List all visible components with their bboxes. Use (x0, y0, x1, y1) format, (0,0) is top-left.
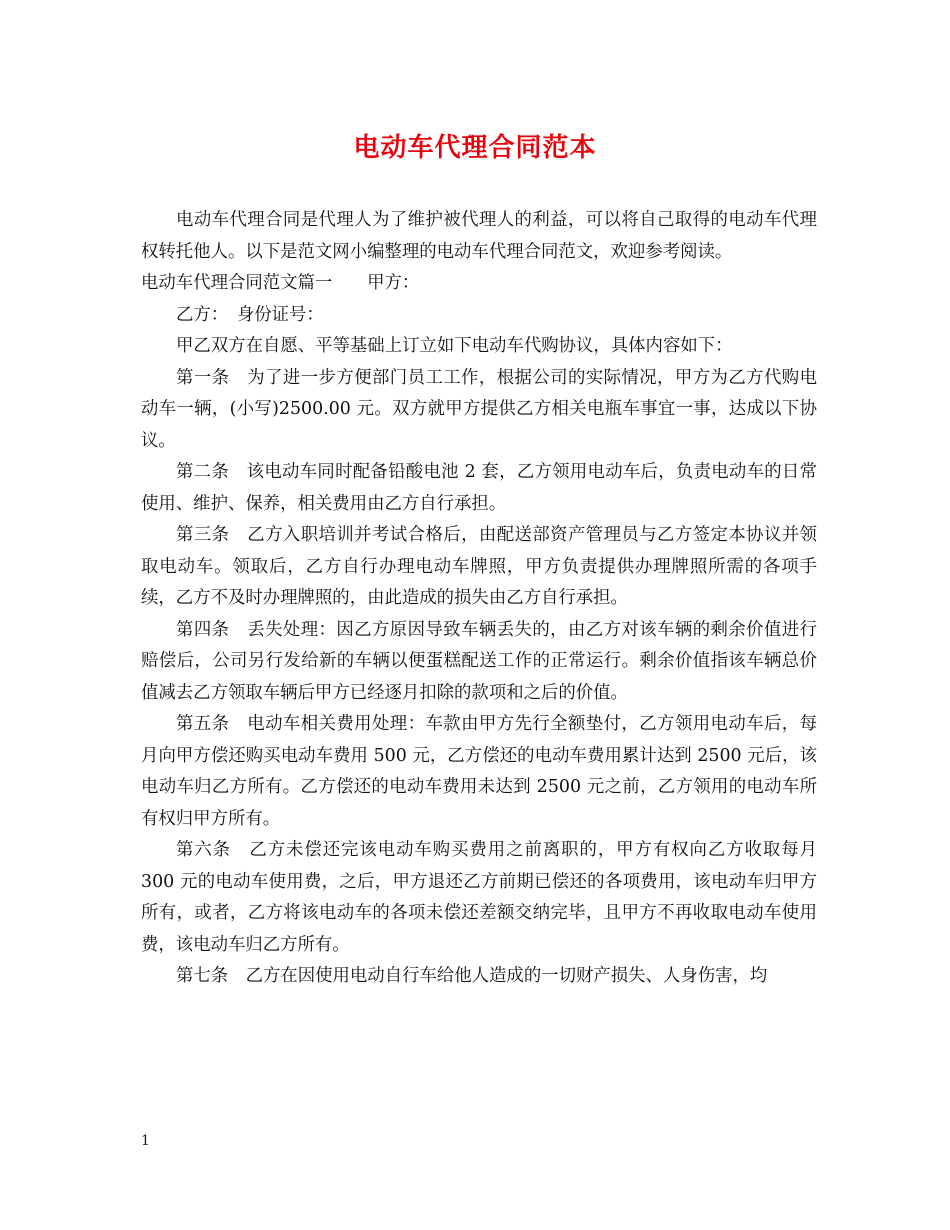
paragraph-intro: 电动车代理合同是代理人为了维护被代理人的利益，可以将自己取得的电动车代理权转托他人。以下是范文网小编整理的电动车代理合同范文，欢迎参考阅读。 (141, 210, 817, 262)
document-body (141, 205, 817, 993)
page-number: 1 (141, 1133, 150, 1149)
paragraph-agreement-intro: 甲乙双方在自愿、平等基础上订立如下电动车代购协议，具体内容如下： (176, 336, 733, 356)
paragraph-article-3: 第三条 乙方入职培训并考试合格后，由配送部资产管理员与乙方签定本协议并领取电动车。领取后，乙方自行办理电动车牌照，甲方负责提供办理牌照所需的各项手续，乙方不及时办理牌照的，由此造成的损失由乙方自行承担。 (141, 525, 817, 608)
paragraph-article-4: 第四条 丢失处理：因乙方原因导致车辆丢失的，由乙方对该车辆的剩余价值进行赔偿后，公司另行发给新的车辆以便蛋糕配送工作的正常运行。剩余价值指该车辆总价值减去乙方领取车辆后甲方已经逐月扣除的款项和之后的价值。 (141, 619, 817, 703)
paragraph-article-5: 第五条 电动车相关费用处理：车款由甲方先行全额垫付，乙方领用电动车后，每月向甲方偿还购买电动车费用 500 元，乙方偿还的电动车费用累计达到 2500 元后，该电动车归乙方所有。乙方偿还的电动车费用未达到 2500 元之前，乙方领用的电动车所有权归甲方所有。 (141, 714, 817, 829)
paragraph-party-b: 乙方： 身份证号： (176, 304, 324, 325)
paragraph-sample-heading: 电动车代理合同范文篇一 甲方： (141, 273, 420, 293)
document-title: 电动车代理合同范本 (353, 133, 597, 163)
paragraph-article-6: 第六条 乙方未偿还完该电动车购买费用之前离职的，甲方有权向乙方收取每月 300 元的电动车使用费，之后，甲方退还乙方前期已偿还的各项费用，该电动车归甲方所有，或者，乙方将该电动车的各项未偿还差额交纳完毕，且甲方不再收取电动车使用费，该电动车归乙方所有。 (141, 840, 817, 955)
paragraph-article-1: 第一条 为了进一步方便部门员工工作，根据公司的实际情况，甲方为乙方代购电动车一辆，(小写)2500.00 元。双方就甲方提供乙方相关电瓶车事宜一事，达成以下协议。 (141, 367, 817, 451)
paragraph-article-2: 第二条 该电动车同时配备铅酸电池 2 套，乙方领用电动车后，负责电动车的日常使用、维护、保养，相关费用由乙方自行承担。 (141, 462, 817, 514)
paragraph-article-7: 第七条 乙方在因使用电动自行车给他人造成的一切财产损失、人身伤害，均 (176, 966, 768, 986)
